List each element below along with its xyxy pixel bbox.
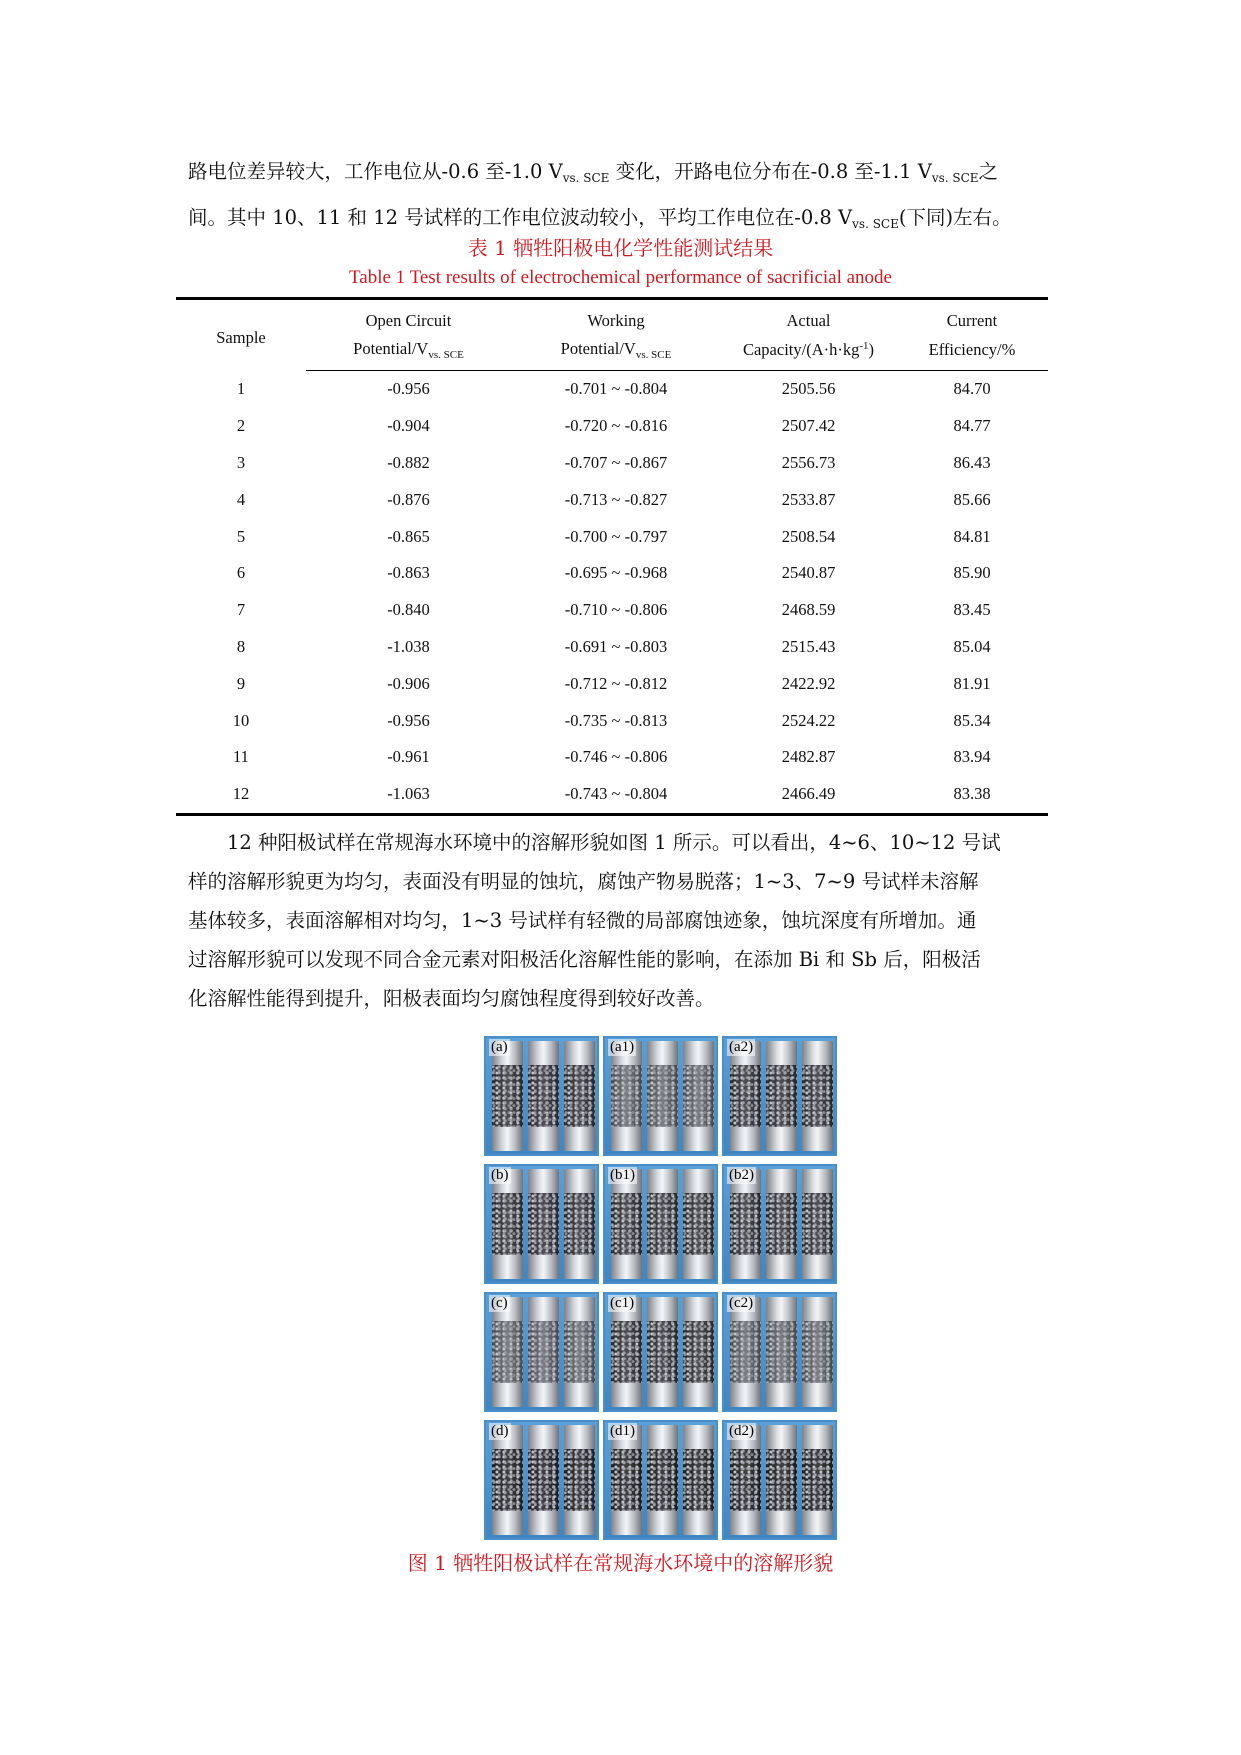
cell-ocp: -1.038 (387, 636, 430, 656)
specimen-photo (722, 1036, 837, 1156)
corroded-band (611, 1321, 642, 1383)
table-row (176, 592, 1048, 629)
cell-ocp: -1.063 (306, 776, 511, 814)
corroded-band (647, 1065, 678, 1127)
results-table (176, 297, 1048, 816)
cell-cap: 2466.49 (721, 776, 896, 814)
cell-eff: 81.91 (953, 673, 991, 693)
corroded-band (730, 1449, 761, 1511)
cell-eff: 84.70 (953, 379, 991, 399)
cell-cap: 2422.92 (781, 673, 836, 693)
corroded-band (611, 1193, 642, 1255)
anode-rod (766, 1169, 797, 1279)
cell-sample: 2 (236, 416, 246, 436)
corroded-band (564, 1193, 595, 1255)
specimen-photo (603, 1292, 718, 1412)
corroded-band (528, 1449, 559, 1511)
anode-rod (683, 1169, 714, 1279)
body-line: 化溶解性能得到提升，阳极表面均匀腐蚀程度得到较好改善。 (188, 987, 715, 1010)
anode-rod (611, 1425, 642, 1535)
anode-rod (730, 1041, 761, 1151)
anode-rod (730, 1169, 761, 1279)
corroded-band (802, 1321, 833, 1383)
corroded-band (611, 1449, 642, 1511)
cell-ocp: -0.906 (387, 673, 430, 693)
cell-cap: 2515.43 (781, 636, 836, 656)
anode-rod (683, 1297, 714, 1407)
cell-ocp: -0.961 (387, 747, 430, 767)
anode-rod (766, 1297, 797, 1407)
cell-wp: -0.743 ~ -0.804 (511, 776, 721, 814)
panel-label: (c) (491, 1295, 508, 1311)
body-line: 基体较多，表面溶解相对均匀，1~3 号试样有轻微的局部腐蚀迹象，蚀坑深度有所增加。通 (188, 909, 977, 932)
corroded-band (492, 1193, 523, 1255)
body-line: 过溶解形貌可以发现不同合金元素对阳极活化溶解性能的影响，在添加 Bi 和 Sb 后，阳极活 (188, 948, 981, 971)
panel-label: (d2) (729, 1423, 754, 1439)
cell-ocp: -0.863 (387, 563, 430, 583)
cell-cap: 2524.22 (781, 710, 836, 730)
specimen-photo (722, 1164, 837, 1284)
panel-label: (b2) (729, 1167, 754, 1183)
anode-rod (492, 1425, 523, 1535)
cell-wp: -0.700 ~ -0.797 (564, 526, 668, 546)
col-wp-header-unit: Potential/$V_{vs. SCE}$ (511, 335, 721, 371)
cell-wp: -0.710 ~ -0.806 (564, 600, 668, 620)
cell-sample: 1 (236, 379, 246, 399)
specimen-photo (603, 1164, 718, 1284)
col-ocp-header: Open Circuit (306, 299, 511, 336)
anode-rod (528, 1041, 559, 1151)
anode-rod (802, 1169, 833, 1279)
col-ocp-header-unit: Potential/$V_{vs. SCE}$ (306, 335, 511, 371)
cell-ocp: -0.876 (387, 489, 430, 509)
panel-label: (c1) (610, 1295, 635, 1311)
panel-label: (d1) (610, 1423, 635, 1439)
cell-wp: -0.735 ~ -0.813 (564, 710, 668, 730)
cell-eff: 83.38 (896, 776, 1048, 814)
corroded-band (766, 1065, 797, 1127)
corroded-band (492, 1321, 523, 1383)
cell-ocp: -0.904 (387, 416, 430, 436)
table-row (176, 445, 1048, 482)
cell-ocp: -0.882 (387, 452, 430, 472)
cell-eff: 83.94 (953, 747, 991, 767)
body-line: 12 种阳极试样在常规海水环境中的溶解形貌如图 1 所示。可以看出，4~6、10~12 号试 (227, 831, 1001, 854)
cell-wp: -0.707 ~ -0.867 (564, 452, 668, 472)
panel-label: (b) (491, 1167, 509, 1183)
corroded-band (730, 1321, 761, 1383)
cell-eff: 83.45 (953, 600, 991, 620)
corroded-band (766, 1321, 797, 1383)
cell-cap: 2505.56 (781, 379, 836, 399)
corroded-band (647, 1449, 678, 1511)
corroded-band (611, 1065, 642, 1127)
corroded-band (647, 1321, 678, 1383)
intro-paragraph (188, 152, 1056, 244)
cell-ocp: -0.865 (387, 526, 430, 546)
table-row (176, 629, 1048, 666)
cell-sample: 8 (236, 636, 246, 656)
cell-sample: 6 (236, 563, 246, 583)
cell-sample: 11 (233, 747, 249, 767)
specimen-photo (722, 1420, 837, 1540)
cell-ocp: -0.956 (387, 710, 430, 730)
col-cap-header: Actual (721, 299, 896, 336)
cell-cap: 2533.87 (781, 489, 836, 509)
corroded-band (528, 1321, 559, 1383)
col-eff-header: Current (896, 299, 1048, 336)
corroded-band (528, 1065, 559, 1127)
corroded-band (766, 1193, 797, 1255)
col-wp-header: Working (511, 299, 721, 336)
table-row (176, 408, 1048, 445)
anode-rod (611, 1169, 642, 1279)
specimen-photo (484, 1036, 599, 1156)
cell-wp: -0.712 ~ -0.812 (564, 673, 668, 693)
corroded-band (683, 1321, 714, 1383)
table-row (176, 371, 1048, 408)
cell-eff: 85.90 (953, 563, 991, 583)
cell-ocp: -0.840 (387, 600, 430, 620)
cell-cap: 2468.59 (781, 600, 836, 620)
anode-rod (647, 1425, 678, 1535)
corroded-band (802, 1193, 833, 1255)
specimen-photo (603, 1036, 718, 1156)
corroded-band (730, 1065, 761, 1127)
anode-rod (528, 1169, 559, 1279)
anode-rod (611, 1297, 642, 1407)
cell-cap: 2482.87 (781, 747, 836, 767)
corroded-band (492, 1065, 523, 1127)
table-header-row-2 (176, 335, 1048, 371)
cell-sample: 9 (236, 673, 246, 693)
cell-cap: 2507.42 (781, 416, 836, 436)
anode-rod (683, 1041, 714, 1151)
anode-rod (492, 1297, 523, 1407)
body-line: 样的溶解形貌更为均匀，表面没有明显的蚀坑，腐蚀产物易脱落；1~3、7~9 号试样未溶解 (188, 870, 979, 893)
cell-wp: -0.713 ~ -0.827 (564, 489, 668, 509)
col-cap-header-unit: Capacity/$(A\cdot h\cdot kg^{-1})$ (721, 335, 896, 371)
cell-wp: -0.746 ~ -0.806 (564, 747, 668, 767)
table-row (176, 665, 1048, 702)
corroded-band (564, 1065, 595, 1127)
corroded-band (766, 1449, 797, 1511)
panel-label: (c2) (729, 1295, 754, 1311)
cell-wp: -0.720 ~ -0.816 (564, 416, 668, 436)
cell-sample: 10 (232, 710, 250, 730)
cell-ocp: -0.956 (387, 379, 430, 399)
col-sample-header: Sample (176, 299, 306, 371)
col-eff-header-unit: Efficiency/% (896, 335, 1048, 371)
cell-sample: 4 (236, 489, 246, 509)
specimen-photo (484, 1164, 599, 1284)
corroded-band (683, 1065, 714, 1127)
cell-cap: 2556.73 (781, 452, 836, 472)
anode-rod (528, 1297, 559, 1407)
specimen-photo (603, 1420, 718, 1540)
specimen-photo (484, 1292, 599, 1412)
anode-rod (492, 1041, 523, 1151)
table-row (176, 702, 1048, 739)
table-caption-en: Table 1 Test results of electrochemical performance of sacrificial anode (349, 267, 892, 288)
table-row (176, 739, 1048, 776)
cell-sample: 3 (236, 452, 246, 472)
panel-label: (a1) (610, 1039, 635, 1055)
table-body (176, 371, 1048, 815)
cell-cap: 2508.54 (781, 526, 836, 546)
anode-rod (802, 1297, 833, 1407)
anode-rod (730, 1425, 761, 1535)
cell-eff: 84.81 (953, 526, 991, 546)
cell-eff: 85.34 (953, 710, 991, 730)
anode-rod (492, 1169, 523, 1279)
anode-rod (564, 1297, 595, 1407)
corroded-band (730, 1193, 761, 1255)
corroded-band (683, 1449, 714, 1511)
anode-rod (611, 1041, 642, 1151)
anode-rod (564, 1041, 595, 1151)
anode-rod (766, 1041, 797, 1151)
corroded-band (564, 1449, 595, 1511)
corroded-band (802, 1065, 833, 1127)
anode-rod (683, 1425, 714, 1535)
intro-line-2: 间。其中 10、11 和 12 号试样的工作电位波动较小，平均工作电位在-0.8 $V_{vs. SCE}$(下同)左右。 (188, 206, 1012, 231)
anode-rod (647, 1169, 678, 1279)
cell-wp: -0.691 ~ -0.803 (564, 636, 668, 656)
panel-label: (a) (491, 1039, 508, 1055)
cell-eff: 86.43 (953, 452, 991, 472)
anode-rod (802, 1041, 833, 1151)
cell-wp: -0.695 ~ -0.968 (564, 563, 668, 583)
figure-caption: 图 1 牺牲阳极试样在常规海水环境中的溶解形貌 (407, 1551, 834, 1575)
table-caption-cn: 表 1 牺牲阳极电化学性能测试结果 (467, 236, 774, 260)
cell-sample: 7 (236, 600, 246, 620)
anode-rod (730, 1297, 761, 1407)
anode-rod (528, 1425, 559, 1535)
cell-sample: 12 (176, 776, 306, 814)
anode-rod (766, 1425, 797, 1535)
table-row (176, 555, 1048, 592)
specimen-photo (722, 1292, 837, 1412)
panel-label: (a2) (729, 1039, 754, 1055)
intro-line-1: 路电位差异较大，工作电位从-0.6 至-1.0 $V_{vs. SCE}$ 变化，开路电位分布在-0.8 至-1.1 $V_{vs. SCE}$之 (188, 160, 999, 185)
cell-cap: 2540.87 (781, 563, 836, 583)
anode-rod (564, 1169, 595, 1279)
cell-eff: 85.66 (953, 489, 991, 509)
cell-eff: 85.04 (953, 636, 991, 656)
corroded-band (528, 1193, 559, 1255)
cell-eff: 84.77 (953, 416, 991, 436)
cell-wp: -0.701 ~ -0.804 (564, 379, 668, 399)
corroded-band (802, 1449, 833, 1511)
anode-rod (647, 1041, 678, 1151)
table-header-row (176, 299, 1048, 336)
table-row (176, 481, 1048, 518)
corroded-band (683, 1193, 714, 1255)
cell-sample: 5 (236, 526, 246, 546)
table-row (176, 518, 1048, 555)
table-row (176, 776, 1048, 814)
anode-rod (802, 1425, 833, 1535)
specimen-photo (484, 1420, 599, 1540)
panel-label: (b1) (610, 1167, 635, 1183)
body-paragraph (188, 823, 1056, 1018)
corroded-band (647, 1193, 678, 1255)
anode-rod (564, 1425, 595, 1535)
anode-rod (647, 1297, 678, 1407)
corroded-band (492, 1449, 523, 1511)
panel-label: (d) (491, 1423, 509, 1439)
figure-photo-grid (484, 1036, 838, 1541)
corroded-band (564, 1321, 595, 1383)
